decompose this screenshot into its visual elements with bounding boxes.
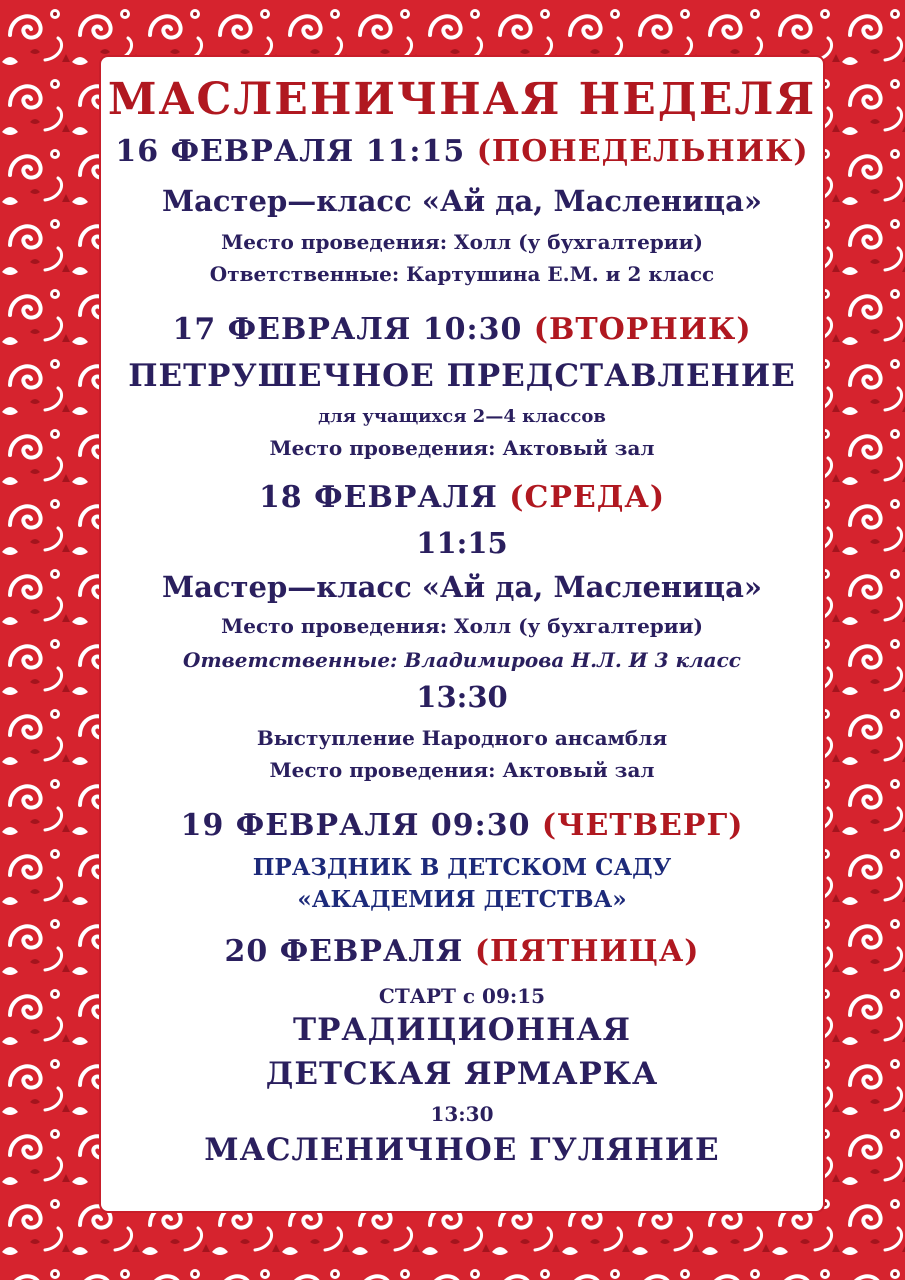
schedule	[104, 60, 820, 1208]
day-2-audience: для учащихся 2—4 классов	[318, 406, 606, 427]
day-3-heading	[104, 480, 820, 515]
day-3-event-1: Мастер—класс «Ай да, Масленица»	[161, 570, 763, 604]
day-1-weekday: (ПОНЕДЕЛЬНИК)	[476, 134, 809, 169]
day-5-start: СТАРТ с 09:15	[378, 984, 546, 1008]
day-5-event-line-2: ДЕТСКАЯ ЯРМАРКА	[265, 1056, 659, 1092]
day-3-date: 18 ФЕВРАЛЯ	[258, 480, 498, 515]
day-3-event-2: Выступление Народного ансамбля	[256, 726, 668, 750]
day-2-place: Место проведения: Актовый зал	[269, 436, 655, 460]
day-5-event-line-1: ТРАДИЦИОННАЯ	[293, 1012, 631, 1048]
day-4-weekday: (ЧЕТВЕРГ)	[541, 808, 744, 843]
day-1-place: Место проведения: Холл (у бухгалтерии)	[221, 230, 703, 254]
day-5-heading	[104, 934, 820, 969]
day-2-heading	[104, 312, 820, 347]
day-1-heading	[104, 134, 820, 169]
day-2-event: ПЕТРУШЕЧНОЕ ПРЕДСТАВЛЕНИЕ	[128, 358, 796, 394]
day-4-event-line-1: ПРАЗДНИК В ДЕТСКОМ САДУ	[252, 854, 672, 881]
day-2-date: 17 ФЕВРАЛЯ 10:30	[172, 312, 523, 347]
day-1-responsible: Ответственные: Картушина Е.М. и 2 класс	[209, 262, 715, 286]
day-4-date: 19 ФЕВРАЛЯ 09:30	[180, 808, 531, 843]
day-3-responsible-1: Ответственные: Владимирова Н.Л. И 3 класс	[183, 648, 741, 672]
page-title: МАСЛЕНИЧНАЯ НЕДЕЛЯ	[107, 74, 817, 125]
day-3-place-2: Место проведения: Актовый зал	[269, 758, 655, 782]
day-4-event-line-2: «АКАДЕМИЯ ДЕТСТВА»	[297, 886, 627, 913]
day-4-heading	[104, 808, 820, 843]
day-5-date: 20 ФЕВРАЛЯ	[224, 934, 464, 969]
day-1-date: 16 ФЕВРАЛЯ 11:15	[115, 134, 466, 169]
day-3-time-1: 11:15	[416, 526, 508, 560]
day-2-weekday: (ВТОРНИК)	[533, 312, 752, 347]
day-1-event: Мастер—класс «Ай да, Масленица»	[161, 184, 763, 218]
day-5-event-2: МАСЛЕНИЧНОЕ ГУЛЯНИЕ	[204, 1132, 720, 1168]
day-5-weekday: (ПЯТНИЦА)	[474, 934, 700, 969]
day-5-time-2: 13:30	[430, 1102, 494, 1126]
day-3-place-1: Место проведения: Холл (у бухгалтерии)	[221, 614, 703, 638]
day-3-weekday: (СРЕДА)	[509, 480, 666, 515]
day-3-time-2: 13:30	[416, 680, 508, 714]
